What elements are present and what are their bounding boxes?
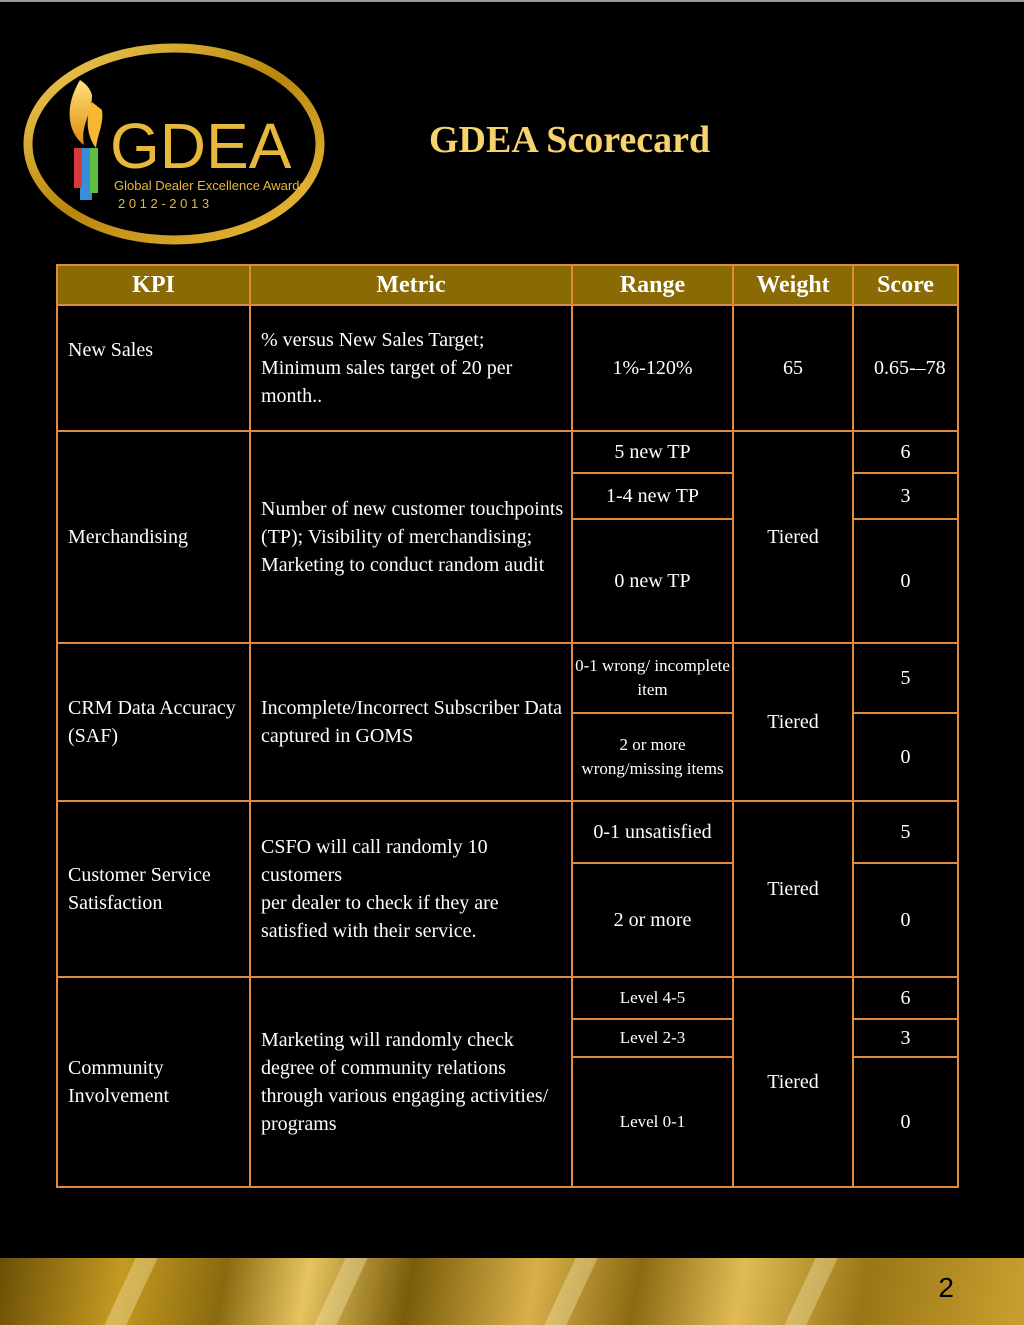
range-cell: 0-1 wrong/ incomplete item	[572, 643, 733, 713]
metric-cell: Marketing will randomly check degree of community relations through various engaging activities/ programs	[250, 977, 572, 1187]
table-row	[57, 977, 958, 1019]
logo-years: 2 0 1 2 - 2 0 1 3	[118, 196, 210, 211]
table-row	[57, 431, 958, 473]
footer-stripe	[544, 1258, 597, 1325]
kpi-cell: New Sales	[57, 305, 250, 431]
metric-cell: % versus New Sales Target; Minimum sales target of 20 per month..	[250, 305, 572, 431]
range-cell: 2 or more	[572, 863, 733, 977]
logo-subtitle: Global Dealer Excellence Awards	[114, 178, 306, 193]
score-cell: 0	[853, 863, 958, 977]
range-cell: 1%-120%	[572, 305, 733, 431]
table-row	[57, 305, 958, 431]
score-cell: 3	[853, 473, 958, 519]
range-cell: 5 new TP	[572, 431, 733, 473]
footer-stripe	[104, 1258, 157, 1325]
score-cell: 5	[853, 801, 958, 863]
weight-cell: Tiered	[733, 977, 853, 1187]
kpi-cell: Merchandising	[57, 431, 250, 643]
page-number: 2	[938, 1272, 954, 1303]
score-cell: 0	[853, 713, 958, 801]
metric-cell: Number of new customer touchpoints (TP); Visibility of merchandising; Marketing to conduct random audit	[250, 431, 572, 643]
footer-band	[0, 1258, 1024, 1325]
header-score: Score	[853, 265, 958, 305]
score-cell: 6	[853, 431, 958, 473]
top-border-line	[0, 0, 1024, 2]
metric-cell: Incomplete/Incorrect Subscriber Data captured in GOMS	[250, 643, 572, 801]
score-cell: 3	[853, 1019, 958, 1057]
gdea-logo	[22, 40, 332, 250]
header-metric: Metric	[250, 265, 572, 305]
header-row	[57, 265, 958, 305]
range-cell: 2 or more wrong/missing items	[572, 713, 733, 801]
footer-stripe	[314, 1258, 367, 1325]
weight-cell: Tiered	[733, 643, 853, 801]
table-row	[57, 801, 958, 863]
metric-cell	[250, 801, 572, 977]
range-cell: 0-1 unsatisfied	[572, 801, 733, 863]
logo-wordmark: GDEA	[110, 110, 292, 182]
range-cell: Level 0-1	[572, 1057, 733, 1187]
score-cell: 0	[853, 1057, 958, 1187]
metric-line: CSFO will call randomly 10 customers	[261, 836, 488, 886]
range-cell: 0 new TP	[572, 519, 733, 643]
range-cell: 1-4 new TP	[572, 473, 733, 519]
scorecard-table	[56, 264, 959, 1188]
header-kpi: KPI	[57, 265, 250, 305]
header-range: Range	[572, 265, 733, 305]
page-title: GDEA Scorecard	[429, 119, 711, 161]
kpi-cell: Community Involvement	[57, 977, 250, 1187]
table-row	[57, 643, 958, 713]
kpi-cell: CRM Data Accuracy (SAF)	[57, 643, 250, 801]
score-cell: 5	[853, 643, 958, 713]
range-cell: Level 2-3	[572, 1019, 733, 1057]
score-cell: 0	[853, 519, 958, 643]
kpi-cell: Customer Service Satisfaction	[57, 801, 250, 977]
header-weight: Weight	[733, 265, 853, 305]
score-cell: 6	[853, 977, 958, 1019]
weight-cell: Tiered	[733, 801, 853, 977]
metric-line: per dealer to check if they are satisfied with their service.	[261, 892, 499, 942]
weight-cell: Tiered	[733, 431, 853, 643]
weight-cell: 65	[733, 305, 853, 431]
footer-stripe	[784, 1258, 837, 1325]
score-cell: 0.65-–78	[853, 305, 958, 431]
range-cell: Level 4-5	[572, 977, 733, 1019]
